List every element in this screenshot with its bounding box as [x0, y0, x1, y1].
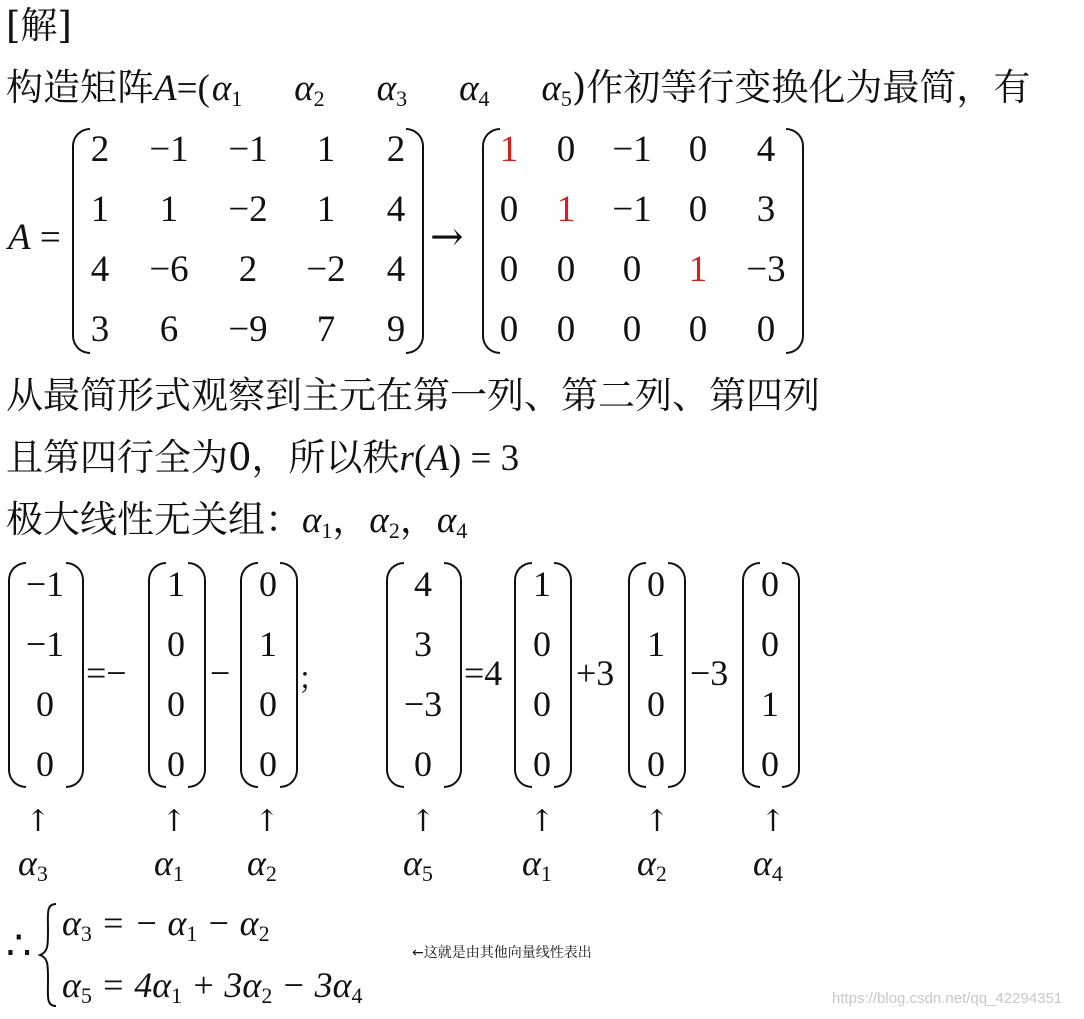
rref-cell: 1 [688, 249, 708, 290]
header: [解] [6, 4, 72, 47]
matrix-a-cell: 1 [159, 189, 179, 230]
alpha-label: $\alpha_3$ [18, 843, 48, 886]
rref-cell: 0 [499, 309, 519, 350]
up-arrow-icon: ↑ [25, 804, 51, 839]
vec-alpha5-entry: 3 [414, 624, 432, 664]
rref-cell: −1 [612, 129, 652, 170]
vec-alpha5-entry: −3 [403, 684, 443, 724]
rref-cell: 0 [556, 249, 576, 290]
vec-e2-a-entry: 0 [259, 564, 277, 604]
vec-alpha3-entry: −1 [25, 564, 65, 604]
vec-e3-entry: 1 [761, 684, 779, 724]
rref-cell: 0 [688, 129, 708, 170]
rref-cell: 0 [556, 129, 576, 170]
rank-text: 且第四行全为0，所以秩 [6, 436, 400, 479]
eq1-op1: =− [86, 653, 127, 693]
rref-cell: 3 [756, 189, 776, 230]
up-arrow-icon: ↑ [529, 804, 555, 839]
alpha-2: $\alpha_2$ [294, 68, 325, 111]
up-arrow-icon: ↑ [161, 804, 187, 839]
basis-alpha-4: $\alpha_4$ [436, 500, 468, 543]
vec-e2-a-entry: 0 [259, 744, 277, 784]
rref-cell: 0 [688, 309, 708, 350]
alpha-label: $\alpha_4$ [753, 843, 783, 886]
transform-arrow: → [430, 214, 464, 260]
vec-e1-a-entry: 0 [167, 744, 185, 784]
vec-alpha3-entry: −1 [25, 624, 65, 664]
eq2-op3: −3 [690, 653, 729, 693]
vec-e1-b-entry: 1 [533, 564, 551, 604]
matrix-a-cell: 4 [386, 189, 406, 230]
matrix-a-cell: 1 [316, 129, 336, 170]
watermark: https://blog.csdn.net/qq_42294351 [832, 990, 1063, 1007]
vec-alpha5-entry: 0 [414, 744, 432, 784]
up-arrow-icon: ↑ [254, 804, 280, 839]
vec-e3-entry: 0 [761, 624, 779, 664]
rref-cell: 0 [499, 189, 519, 230]
matrix-a-cell: −2 [228, 189, 268, 230]
matrix-a-label: A = [8, 217, 61, 258]
up-arrow-icon: ↑ [410, 804, 436, 839]
conclusion-line-2: $\alpha_5 = 4\alpha_1 + 3\alpha_2 - 3\alpha_4$ [62, 965, 363, 1008]
rref-cell: 0 [622, 309, 642, 350]
matrix-a-cell: −9 [228, 309, 268, 350]
therefore-symbol: ∴ [6, 923, 32, 968]
intro-prefix: 构造矩阵 [6, 66, 154, 109]
basis-text: 极大线性无关组： [6, 498, 302, 541]
pivot-line: 从最简形式观察到主元在第一列、第二列、第四列 [6, 374, 820, 417]
rref-cell: 0 [756, 309, 776, 350]
vec-e1-b-entry: 0 [533, 744, 551, 784]
intro-suffix: )作初等行变换化为最简，有 [571, 66, 1031, 109]
rref-cell: 1 [556, 189, 576, 230]
alpha-label: $\alpha_5$ [403, 843, 433, 886]
left-brace-icon [38, 902, 60, 1008]
eq1-op2: − [210, 653, 231, 693]
vec-e1-a-entry: 1 [167, 564, 185, 604]
matrix-a-cell: 9 [386, 309, 406, 350]
alpha-3: $\alpha_3$ [376, 68, 408, 111]
alpha-label: $\alpha_1$ [522, 843, 552, 886]
intro-eq: =( [176, 68, 210, 109]
vec-e2-a-entry: 1 [259, 624, 277, 664]
matrix-a-cell: −1 [149, 129, 189, 170]
vec-e2-b-entry: 0 [647, 564, 665, 604]
matrix-a-cell: −2 [306, 249, 346, 290]
eq2-op2: +3 [576, 653, 615, 693]
rank-line [6, 436, 519, 481]
vec-alpha5-entry: 4 [414, 564, 432, 604]
alpha-label: $\alpha_1$ [154, 843, 184, 886]
matrix-a-cell: 1 [90, 189, 110, 230]
vec-e2-b-entry: 0 [647, 684, 665, 724]
vec-e1-a-entry: 0 [167, 684, 185, 724]
matrix-a-cell: −6 [149, 249, 189, 290]
basis-line: 极大线性无关组：$\alpha_1$，$\alpha_2$，$\alpha_4$ [6, 498, 468, 543]
vec-e2-b-entry: 1 [647, 624, 665, 664]
vec-alpha3-entry: 0 [36, 744, 54, 784]
note-text: ←这就是由其他向量线性表出 [412, 945, 592, 961]
rref-cell: 0 [622, 249, 642, 290]
rank-expr: r(A) = 3 [399, 438, 520, 479]
vec-e2-a-entry: 0 [259, 684, 277, 724]
vec-e2-b-entry: 0 [647, 744, 665, 784]
eq1-end: ； [298, 663, 328, 696]
vec-e3-entry: 0 [761, 744, 779, 784]
matrix-a-cell: 4 [90, 249, 110, 290]
vec-e1-a-entry: 0 [167, 624, 185, 664]
alpha-5: $\alpha_5$ [541, 68, 572, 111]
alpha-1: $\alpha_1$ [211, 68, 243, 111]
matrix-a-cell: 7 [316, 309, 336, 350]
basis-alpha-1: $\alpha_1$ [302, 500, 333, 543]
rref-cell: −1 [612, 189, 652, 230]
matrix-name: A [154, 68, 177, 109]
matrix-a-cell: 2 [386, 129, 406, 170]
alpha-label: $\alpha_2$ [637, 843, 667, 886]
conclusion-line-1: $\alpha_3$ = − $\alpha_1 - \alpha_2$ [62, 903, 270, 946]
alpha-4: $\alpha_4$ [459, 68, 490, 111]
up-arrow-icon: ↑ [760, 804, 786, 839]
rref-cell: 0 [688, 189, 708, 230]
matrix-a-cell: 2 [90, 129, 110, 170]
matrix-a-cell: 6 [159, 309, 179, 350]
rref-cell: 0 [556, 309, 576, 350]
vec-alpha3-entry: 0 [36, 684, 54, 724]
alpha-label: $\alpha_2$ [247, 843, 277, 886]
matrix-a-cell: 1 [316, 189, 336, 230]
rref-cell: −3 [746, 249, 786, 290]
vec-e1-b-entry: 0 [533, 624, 551, 664]
matrix-a-cell: 3 [90, 309, 110, 350]
rref-cell: 4 [756, 129, 776, 170]
matrix-a-cell: 2 [238, 249, 258, 290]
intro-line [6, 66, 1030, 121]
matrix-a-cell: −1 [228, 129, 268, 170]
rref-cell: 1 [499, 129, 519, 170]
eq2-op1: =4 [464, 653, 503, 693]
up-arrow-icon: ↑ [644, 804, 670, 839]
basis-alpha-2: $\alpha_2$ [369, 500, 400, 543]
rref-cell: 0 [499, 249, 519, 290]
matrix-a-cell: 4 [386, 249, 406, 290]
vec-e1-b-entry: 0 [533, 684, 551, 724]
vec-e3-entry: 0 [761, 564, 779, 604]
